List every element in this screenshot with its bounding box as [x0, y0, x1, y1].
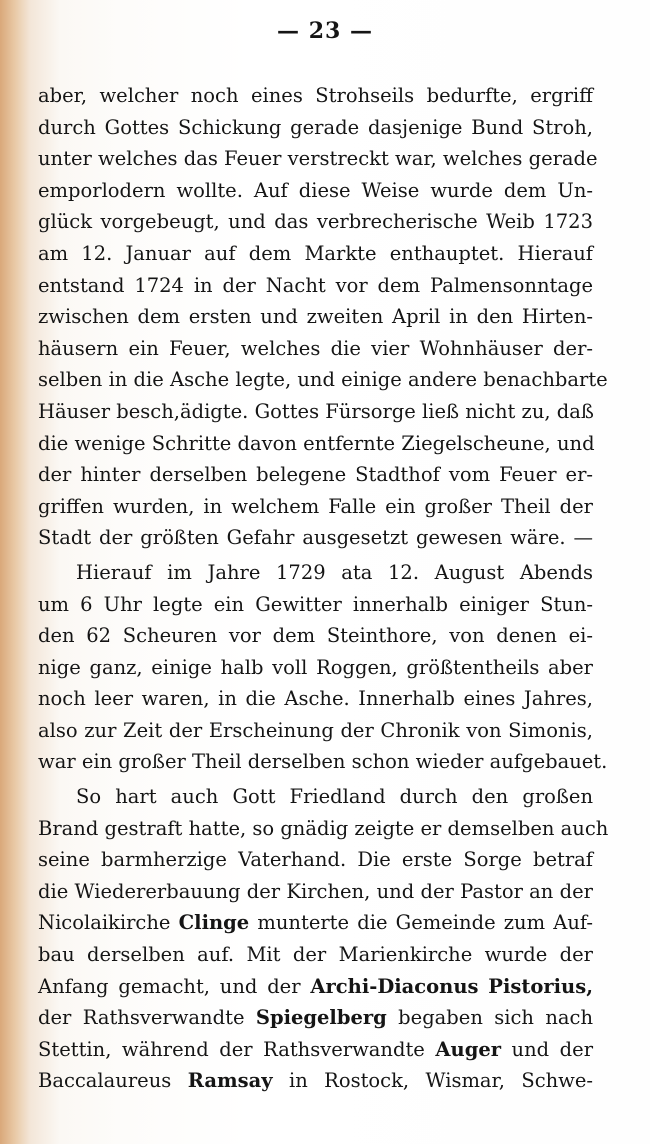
text-segment: und der — [511, 1037, 594, 1061]
text-line: um 6 Uhr legte ein Gewitter innerhalb einiger Stun- — [38, 592, 593, 616]
text-segment: Stettin, während der Rathsverwandte — [38, 1037, 425, 1061]
name-clinge: Clinge — [178, 911, 250, 935]
text-line: selben in die Asche legte, und einige andere benachbarte — [38, 368, 608, 392]
text-line: seine barmherzige Vaterhand. Die erste Sorge betraf — [38, 848, 593, 872]
text-segment: in Rostock, Wismar, Schwe- — [288, 1069, 593, 1093]
text-line — [38, 1034, 593, 1066]
text-line: unter welches das Feuer verstreckt war, welches gerade — [38, 147, 598, 171]
text-segment: begaben sich nach — [398, 1006, 594, 1030]
text-line: war ein großer Theil derselben schon wieder aufgebauet. — [38, 750, 608, 774]
text-line: nige ganz, einige halb voll Roggen, größtentheils aber — [38, 655, 593, 679]
name-pistorius: Pistorius, — [488, 974, 593, 998]
text-line — [38, 907, 593, 939]
text-line: häusern ein Feuer, welches die vier Wohnhäuser der- — [38, 336, 593, 360]
text-line: durch Gottes Schickung gerade dasjenige Bund Stroh, — [38, 115, 593, 139]
text-line — [38, 1065, 593, 1097]
text-segment: munterte die Gemeinde zum Auf- — [257, 911, 594, 935]
text-line: der hinter derselben belegene Stadthof vom Feuer er- — [38, 463, 593, 487]
text-line: entstand 1724 in der Nacht vor dem Palmensonntage — [38, 273, 593, 297]
title-archi-diaconus: Archi-Diaconus — [310, 974, 479, 998]
text-line: Stadt der größten Gefahr ausgesetzt gewesen wäre. — — [38, 526, 593, 550]
text-line: also zur Zeit der Erscheinung der Chronik von Simonis, — [38, 718, 593, 742]
text-line: den 62 Scheuren vor dem Steinthore, von denen ei- — [38, 624, 593, 648]
name-spiegelberg: Spiegelberg — [255, 1006, 387, 1030]
text-line: die wenige Schritte davon entfernte Ziegelscheune, und — [38, 431, 595, 455]
text-line: bau derselben auf. Mit der Marienkirche wurde der — [38, 943, 593, 967]
text-line: emporlodern wollte. Auf diese Weise wurde dem Un- — [38, 178, 593, 202]
text-segment: Anfang gemacht, und der — [38, 974, 301, 998]
text-segment: der Rathsverwandte — [38, 1006, 245, 1030]
text-line: glück vorgebeugt, und das verbrecherische Weib 1723 — [38, 210, 593, 234]
text-line: griffen wurden, in welchem Falle ein großer Theil der — [38, 494, 593, 518]
text-line: am 12. Januar auf dem Markte enthauptet. Hierauf — [38, 241, 593, 265]
text-line — [38, 1002, 593, 1034]
text-line: zwischen dem ersten und zweiten April in den Hirten- — [38, 305, 593, 329]
name-ramsay: Ramsay — [187, 1069, 273, 1093]
text-line: Brand gestraft hatte, so gnädig zeigte er demselben auch — [38, 816, 609, 840]
text-line: Häuser besch,ädigte. Gottes Fürsorge ließ nicht zu, daß — [38, 399, 594, 423]
paragraph-start-line: So hart auch Gott Friedland durch den großen — [76, 785, 593, 809]
paragraph-start-line: Hierauf im Jahre 1729 ata 12. August Abends — [76, 560, 593, 584]
name-auger: Auger — [435, 1037, 502, 1061]
text-segment: Baccalaureus — [38, 1069, 172, 1093]
body-text — [38, 80, 609, 1097]
page-number: — 23 — — [277, 18, 373, 44]
text-segment: Nicolaikirche — [38, 911, 171, 935]
text-line — [38, 971, 593, 1003]
text-line: aber, welcher noch eines Strohseils bedurfte, ergriff — [38, 84, 593, 107]
text-line: noch leer waren, in die Asche. Innerhalb eines Jahres, — [38, 687, 593, 711]
text-line: die Wiedererbauung der Kirchen, und der Pastor an der — [38, 879, 593, 903]
